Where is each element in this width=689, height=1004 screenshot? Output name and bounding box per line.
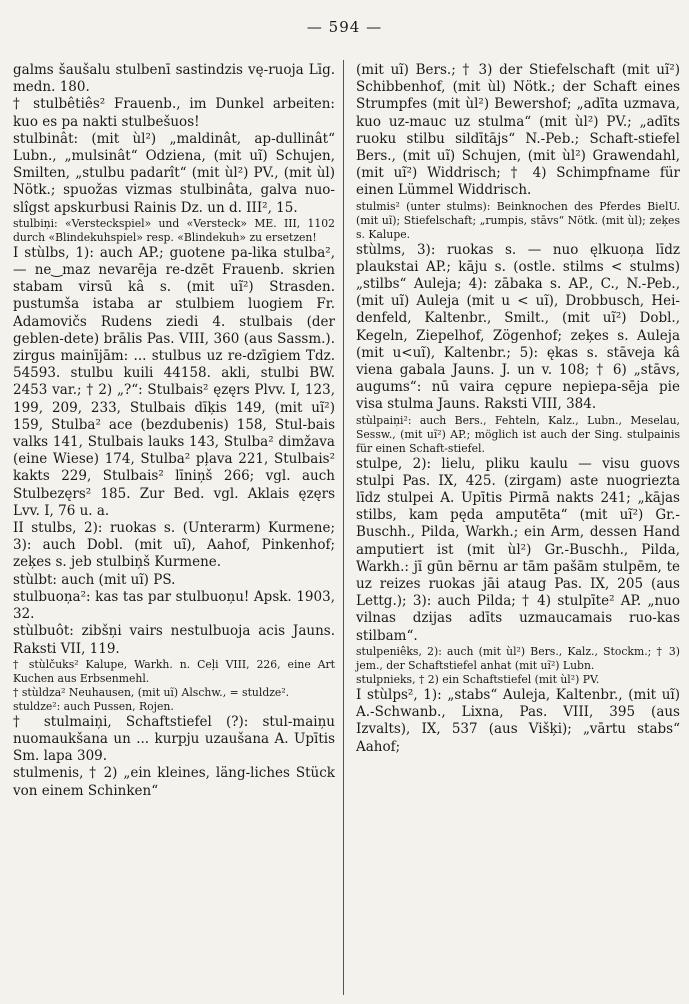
dictionary-entry: † stulmaiņi, Schaftstiefel (?): stul-maiņu nuomaukšana un ... kurpju uzaušana A. Upītis Sm. lapa 309.: [13, 713, 335, 765]
dictionary-entry: stulpe, 2): lielu, pliku kaulu — visu guovs stulpi Pas. IX, 425. (zirgam) aste nuogriezta līdz stulpei A. Upītis Pirmā nakts 241; „kājas stilbs, kam pęda amputēta“ (mit uĩ²) Gr.-Buschh., Pilda, Warkh.; ein Arm, dessen Hand amputiert ist (mit ùl²) Gr.-Buschh., Pilda, Warkh.: jī gūn bērnu ar tām pašām stulpēm, te uz reizes ruokas jāi ataug Pas. IX, 205 (aus Lettg.); 3): auch Pilda; † 4) stulpīte² AP. „nuo vilnas dzijas adīts uzmaucamais ruo-kas stilbam“.: [356, 455, 680, 644]
dictionary-entry: stulmenis, † 2) „ein kleines, läng-liches Stück von einem Schinken“: [13, 765, 335, 799]
dictionary-entry: stùlbuôt: zibšņi vairs nestulbuoja acis Jauns. Raksti VII, 119.: [13, 623, 335, 657]
dictionary-entry: I stùlps², 1): „stabs“ Auleja, Kaltenbr., (mit uĩ) A.-Schwanb., Lixna, Pas. VIII, 395 (aus Izvalts), IX, 537 (aus Višķi); „vārtu stabs“ Aahof;: [356, 686, 680, 755]
dictionary-entry: II stulbs, 2): ruokas s. (Unterarm) Kurmene; 3): auch Dobl. (mit uĩ), Aahof, Pinkenhof; zeķes s. jeb stulbiņš Kurmene.: [13, 520, 335, 571]
dictionary-entry: I stùlbs, 1): auch AP.; guotene pa-lika stulba², — ne‿maz nevarēja re-dzēt Frauenb. skrien stabam virsū kâ s. (mit uĩ²) Strasden. pustumša istaba ar stulbiem luogiem Fr. Adamovičs Rudens ziedi 4. stulbais (der geblen-dete) brālis Pas. VIII, 360 (aus Sassm.). zirgus mainījām: ... stulbus uz re-dzīgiem Tdz. 54593. stulbu kuili 44158. akli, stulbi BW. 2453 var.; † 2) „?“: Stulbais² ęzęrs Plvv. I, 123, 199, 209, 233, Stulbais dīķis 149, (mit uĩ²) 159, Stulba² ace (bezdubenis) 158, Stul-bais valks 141, Stulbais lauks 143, Stulba² dimžava (eine Wiese) 174, Stulba² pļava 221, Stulbais² kakts 229, Stulbais² līniņš 266; vgl. auch Stulbezęrs² 185. Zur Bed. vgl. Aklais ęzęrs Lvv. I, 76 u. a.: [13, 244, 335, 519]
dictionary-entry: (mit uĩ) Bers.; † 3) der Stiefelschaft (mit uĩ²) Schibbenhof, (mit ùl) Nötk.; der Schaft eines Strumpfes (mit ùl²) Bewershof; „adīta uzmava, kuo uz-mauc uz stulma“ (mit ùl²) PV.; „adīts ruoku stilbu sildītājs“ N.-Peb.; Schaft-stiefel Bers., (mit uĩ) Schujen, (mit ùl²) Grawendahl, (mit uĩ²) Widdrisch; † 4) Schimpfname für einen Lümmel Widdrisch.: [356, 62, 680, 199]
dictionary-entry: stùlms, 3): ruokas s. — nuo ęlkuoņa līdz plaukstai AP.; kāju s. (ostle. stilms < stulms) „stilbs“ Auleja; 4): zābaka s. AP., C., N.-Peb., (mit uĩ) Auleja (mit u < uĩ), Drobbusch, Hei-denfeld, Kaltenbr., Smilt., (mit uĩ²) Dobl., Kegeln, Ziepelhof, Zögenhof; zeķes s. Auleja (mit u<uĩ), Kaltenbr.; 5): ękas s. stāveja kâ viena gabala Jauns. J. un v. 108; † 6) „stāvs, augums“: nū vaira cępure nepiepa-sēja pie visa stulma Jauns. Raksti VIII, 384.: [356, 241, 680, 413]
left-column: [13, 62, 335, 800]
dictionary-entry: † stulbêtiês² Frauenb., im Dunkel arbeiten: kuo es pa nakti stulbešuos!: [13, 96, 335, 130]
dictionary-entry: stulbuoņa²: kas tas par stulbuoņu! Apsk. 1903, 32.: [13, 588, 335, 623]
dictionary-entry: stùlbt: auch (mit uĩ) PS.: [13, 571, 176, 588]
dictionary-entry: stuldze²: auch Pussen, Rojen.: [13, 699, 174, 713]
column-divider: [343, 60, 344, 995]
page-number: — 594 —: [306, 18, 383, 36]
dictionary-entry: † stùldza² Neuhausen, (mit uĩ) Alschw., = stuldze².: [13, 685, 290, 699]
right-column: [356, 62, 680, 756]
dictionary-entry: † stùlčuks² Kalupe, Warkh. n. Ceļi VIII, 226, eine Art Kuchen aus Erbsenmehl.: [13, 657, 335, 685]
dictionary-entry: stulbinât: (mit ùl²) „maldinât, ap-dullinât“ Lubn., „mulsinât“ Odziena, (mit uĩ) Schujen, Smilten, „stulbu padarît“ (mit ùl²) PV., (mit ùl) Nötk.; spuožas vizmas stulbinâta, galva nuo-slîgst apskurbusi Rainis Dz. un d. III², 15.: [13, 130, 335, 216]
dictionary-entry: stùlpaiņi²: auch Bers., Fehteln, Kalz., Lubn., Meselau, Sessw., (mit uĩ²) AP.; möglich ist auch der Sing. stulpainis für einen Schaft-stiefel.: [356, 413, 680, 455]
dictionary-entry: stulbiņi: «Versteckspiel» und «Versteck» ME. III, 1102 durch «Blindekuhspiel» resp. «Blindekuh» zu ersetzen!: [13, 216, 335, 244]
dictionary-entry: stulpnieks, † 2) ein Schaftstiefel (mit ùl²) PV.: [356, 672, 600, 686]
dictionary-entry: stulpeniêks, 2): auch (mit ùl²) Bers., Kalz., Stockm.; † 3) jem., der Schaftstiefel anhat (mit uĩ²) Lubn.: [356, 644, 680, 672]
dictionary-entry: galms šaušalu stulbenī sastindzis vę-ruoja Līg. medn. 180.: [13, 62, 335, 96]
dictionary-entry: stulmis² (unter stulms): Beinknochen des Pferdes BielU. (mit uĩ); Stiefelschaft; „rumpis, stāvs“ Nötk. (mit ùl); zeķes s. Kalupe.: [356, 199, 680, 241]
